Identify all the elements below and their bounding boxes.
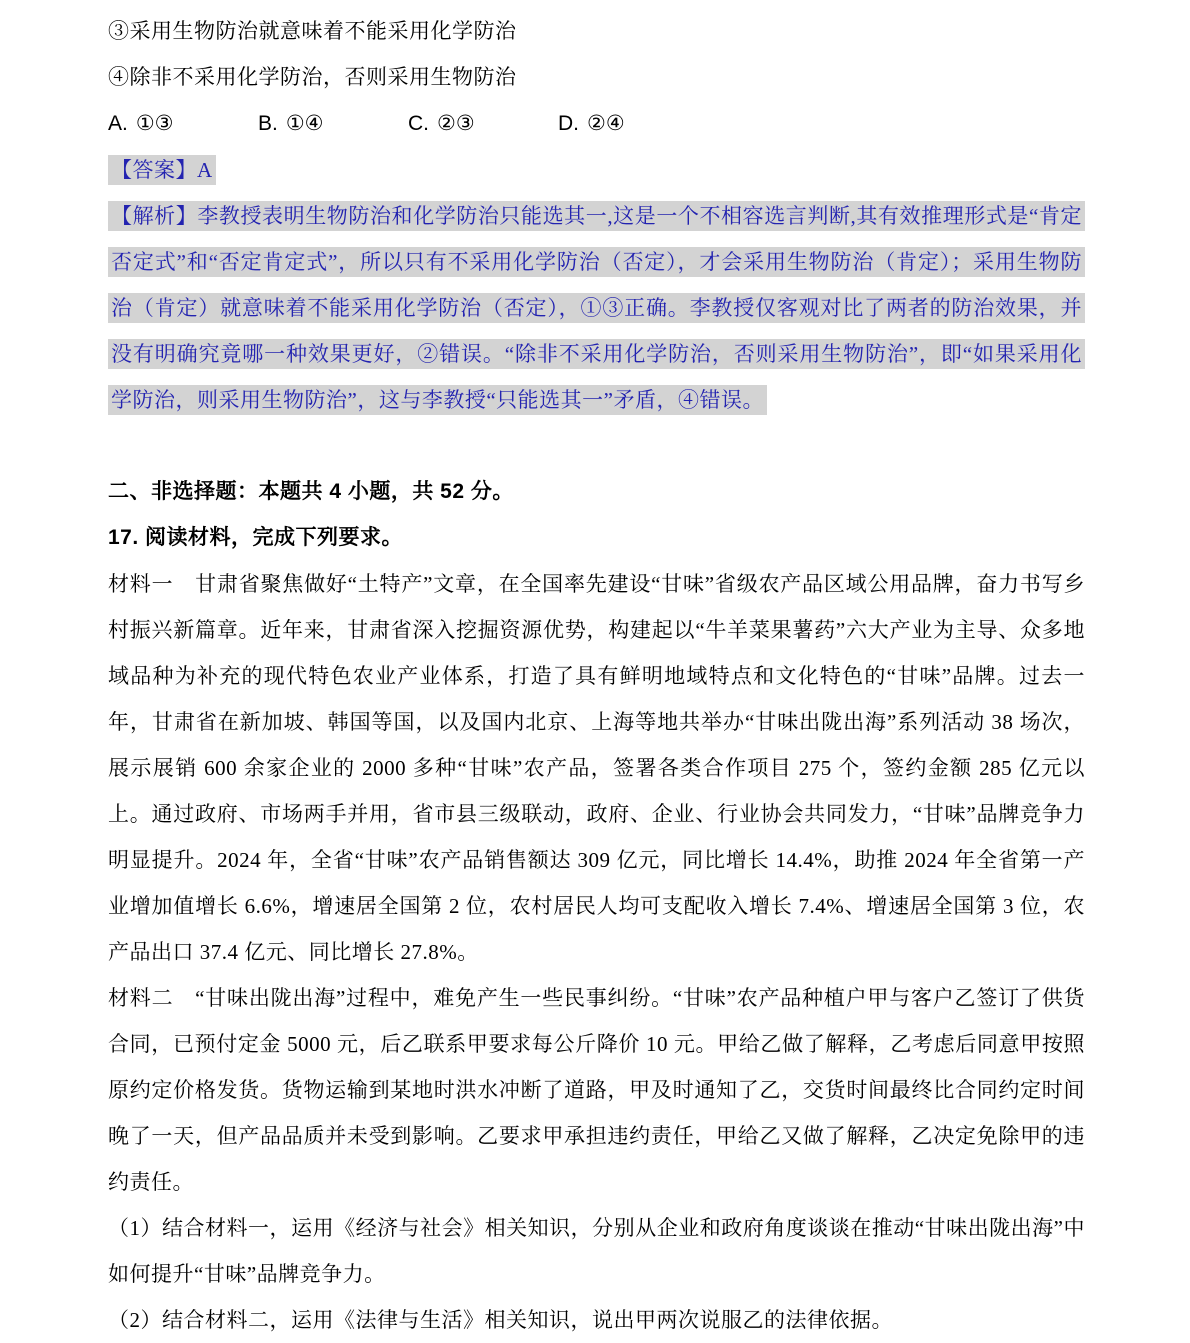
section-2-heading: 二、非选择题：本题共 4 小题，共 52 分。 <box>108 480 514 503</box>
analysis-text: 【解析】李教授表明生物防治和化学防治只能选其一,这是一个不相容选言判断,其有效推理形式是“肯定否定式”和“否定肯定式”，所以只有不采用化学防治（否定），才会采用生物防治（肯定）；采用生物防治（肯定）就意味着不能采用化学防治（否定），①③正确。李教授仅客观对比了两者的防治效果，并没有明确究竟哪一种效果更好，②错误。“除非不采用化学防治，否则采用生物防治”，即“如果采用化学防治，则采用生物防治”，这与李教授“只能选其一”矛盾，④错误。 <box>108 201 1085 415</box>
option-d-letter: D. <box>558 112 579 135</box>
options-row <box>108 100 1085 147</box>
option-a-letter: A. <box>108 112 128 135</box>
answer-text: 【答案】A <box>108 155 216 185</box>
question-17-title: 17. 阅读材料，完成下列要求。 <box>108 526 404 549</box>
option-a <box>108 100 258 147</box>
option-c <box>408 100 558 147</box>
option-d <box>558 100 625 147</box>
option-b-value: ①④ <box>285 111 324 135</box>
option-c-value: ②③ <box>437 111 475 135</box>
statement-4: ④除非不采用化学防治，否则采用生物防治 <box>108 65 517 89</box>
material-2-paragraph: 材料二 “甘味出陇出海”过程中，难免产生一些民事纠纷。“甘味”农产品种植户甲与客户乙签订了供货合同，已预付定金 5000 元，后乙联系甲要求每公斤降价 10 元。甲给乙做了解释，乙考虑后同意甲按照原约定价格发货。货物运输到某地时洪水冲断了道路，甲及时通知了乙，交货时间最终比合同约定时间晚了一天，但产品品质并未受到影响。乙要求甲承担违约责任，甲给乙又做了解释，乙决定免除甲的违约责任。 <box>108 986 1085 1194</box>
sub-question-2: （2）结合材料二，运用《法律与生活》相关知识，说出甲两次说服乙的法律依据。 <box>108 1308 893 1332</box>
option-a-value: ①③ <box>135 111 174 135</box>
option-b-letter: B. <box>258 112 278 135</box>
analysis-paragraph <box>108 193 1085 423</box>
option-d-value: ②④ <box>587 111 625 135</box>
answer-line <box>108 147 1085 193</box>
option-c-letter: C. <box>408 112 429 135</box>
material-1-paragraph: 材料一 甘肃省聚焦做好“土特产”文章，在全国率先建设“甘味”省级农产品区域公用品牌，奋力书写乡村振兴新篇章。近年来，甘肃省深入挖掘资源优势，构建起以“牛羊菜果薯药”六大产业为主导、众多地域品种为补充的现代特色农业产业体系，打造了具有鲜明地域特点和文化特色的“甘味”品牌。过去一年，甘肃省在新加坡、韩国等国，以及国内北京、上海等地共举办“甘味出陇出海”系列活动 38 场次，展示展销 600 余家企业的 2000 多种“甘味”农产品，签署各类合作项目 275 个，签约金额 285 亿元以上。通过政府、市场两手并用，省市县三级联动，政府、企业、行业协会共同发力，“甘味”品牌竞争力明显提升。2024 年，全省“甘味”农产品销售额达 309 亿元，同比增长 14.4%，助推 2024 年全省第一产业增加值增长 6.6%，增速居全国第 2 位，农村居民人均可支配收入增长 7.4%、增速居全国第 3 位，农产品出口 37.4 亿元、同比增长 27.8%。 <box>108 572 1085 964</box>
statement-3: ③采用生物防治就意味着不能采用化学防治 <box>108 19 517 43</box>
option-b <box>258 100 408 147</box>
sub-question-1: （1）结合材料一，运用《经济与社会》相关知识，分别从企业和政府角度谈谈在推动“甘味出陇出海”中如何提升“甘味”品牌竞争力。 <box>108 1216 1085 1286</box>
